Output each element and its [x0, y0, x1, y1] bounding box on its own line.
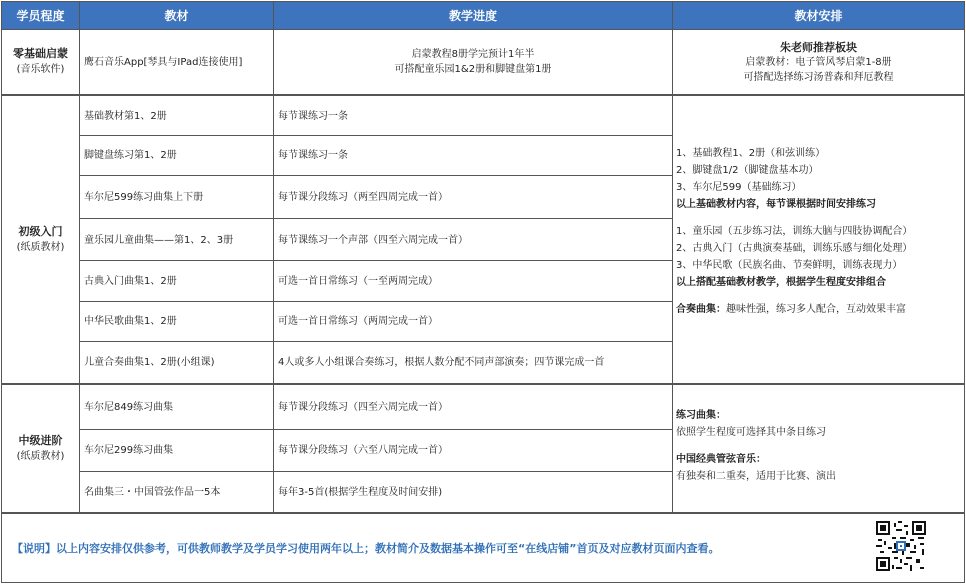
arrangement-item: 2、古典入门（古典演奏基础，训练乐感与细化处理） — [676, 243, 913, 254]
header-arrangement: 教材安排 — [673, 2, 964, 29]
progress-row: 每节课分段练习（两至四周完成一首） — [278, 191, 448, 203]
material-row: 中华民歌曲集1、2册 — [84, 316, 177, 327]
arrangement-item: 3、中华民歌（民族名曲、节奏鲜明，训练表现力） — [676, 260, 903, 271]
progress-row: 可选一首日常练习（一至两周完成） — [278, 275, 438, 287]
progress-row: 4人或多人小组课合奏练习，根据人数分配不同声部演奏；四节课完成一首 — [278, 357, 605, 368]
progress-zero — [274, 30, 672, 94]
progress-zero-line-2: 可搭配童乐园1&2册和脚键盘第1册 — [394, 64, 552, 75]
progress-row: 每节课分段练习（六至八周完成一首） — [278, 445, 448, 456]
level-intermediate-title: 中级进阶 — [18, 434, 63, 447]
material-row: 童乐园儿童曲集——第1、2、3册 — [84, 234, 234, 246]
level-intermediate-subtitle: (纸质教材) — [16, 451, 65, 462]
level-zero-title: 零基础启蒙 — [13, 47, 68, 60]
grid-line — [1, 94, 965, 96]
arrangement-elementary — [676, 145, 963, 318]
material-row: 车尔尼299练习曲集 — [84, 445, 174, 456]
grid-line — [79, 218, 673, 219]
grid-line — [1, 1, 965, 2]
arrangement-item: 1、基础教程1、2册（和弦训练） — [676, 148, 826, 159]
level-zero-subtitle: (音乐软件) — [16, 64, 65, 75]
level-elementary — [2, 97, 79, 383]
progress-row: 可选一首日常练习（两周完成一首） — [278, 316, 438, 327]
grid-line — [273, 1, 274, 513]
ensemble-text: 趣味性强，练习多人配合，互动效果丰富 — [726, 304, 906, 315]
grid-line — [672, 1, 673, 513]
arrangement-zero-title: 朱老师推荐板块 — [780, 40, 857, 54]
grid-line — [1, 29, 965, 30]
material-row: 车尔尼849练习曲集 — [84, 402, 174, 413]
grid-line — [79, 135, 673, 136]
progress-row: 每节课练习一个声部（四至六周完成一首） — [278, 234, 468, 246]
grid-line — [1, 1, 2, 583]
arrangement-zero — [673, 30, 964, 94]
level-elementary-subtitle: (纸质教材) — [16, 242, 65, 253]
material-row: 脚键盘练习第1、2册 — [84, 150, 177, 161]
arrangement-zero-line-2: 可搭配选择练习汤普森和拜厄教程 — [743, 71, 894, 83]
header-material: 教材 — [80, 2, 273, 29]
progress-row: 每节课练习一条 — [278, 110, 348, 122]
material-row: 儿童合奏曲集1、2册(小组课) — [84, 357, 215, 368]
grid-line — [79, 175, 673, 176]
qr-code-icon — [876, 521, 926, 571]
arrangement-zero-line-1: 启蒙教材：电子管风琴启蒙1-8册 — [745, 56, 892, 68]
etude-label: 练习曲集： — [676, 410, 726, 421]
grid-line — [79, 1, 80, 513]
progress-row: 每年3-5首(根据学生程度及时间安排) — [278, 486, 443, 498]
arrangement-item: 1、童乐园（五步练习法，训练大脑与四肢协调配合） — [676, 226, 913, 237]
grid-line — [79, 260, 673, 261]
arrangement-note: 以上基础教材内容，每节课根据时间安排练习 — [676, 199, 876, 210]
classic-label: 中国经典管弦音乐： — [676, 454, 766, 465]
level-zero — [2, 30, 79, 94]
progress-zero-line-1: 启蒙教程8册学完预计1年半 — [411, 49, 535, 60]
grid-line — [1, 512, 965, 514]
grid-line — [1, 582, 965, 583]
material-row: 名曲集三・中国管弦作品一5本 — [84, 486, 221, 498]
footer-note: 【说明】以上内容安排仅供参考，可供教师教学及学员学习使用两年以上；教材简介及数据基本操作可至“在线店铺”首页及对应教材页面内查看。 — [12, 542, 720, 555]
progress-row: 每节课练习一条 — [278, 150, 348, 161]
material-zero: 鹰石音乐App[琴具与IPad连接使用] — [84, 56, 243, 68]
grid-line — [964, 1, 965, 583]
arrangement-intermediate — [676, 407, 963, 485]
grid-line — [1, 383, 965, 385]
header-progress: 教学进度 — [274, 2, 672, 29]
arrangement-note: 以上搭配基础教材教学，根据学生程度安排组合 — [676, 277, 886, 288]
grid-line — [79, 471, 673, 472]
material-row: 车尔尼599练习曲集上下册 — [84, 191, 204, 203]
etude-text: 依照学生程度可选择其中条目练习 — [676, 427, 826, 438]
grid-line — [79, 301, 673, 302]
classic-text: 有独奏和二重奏，适用于比赛、演出 — [676, 471, 836, 482]
material-row: 古典入门曲集1、2册 — [84, 275, 177, 287]
grid-line — [79, 341, 673, 342]
material-row: 基础教材第1、2册 — [84, 110, 167, 122]
grid-line — [79, 429, 673, 430]
arrangement-item: 3、车尔尼599（基础练习） — [676, 182, 802, 193]
progress-row: 每节课分段练习（四至六周完成一首） — [278, 402, 448, 413]
level-intermediate — [2, 386, 79, 512]
header-level: 学员程度 — [2, 2, 79, 29]
level-elementary-title: 初级入门 — [18, 225, 63, 238]
ensemble-label: 合奏曲集： — [676, 304, 726, 315]
arrangement-item: 2、脚键盘1/2（脚键盘基本功） — [676, 165, 819, 176]
